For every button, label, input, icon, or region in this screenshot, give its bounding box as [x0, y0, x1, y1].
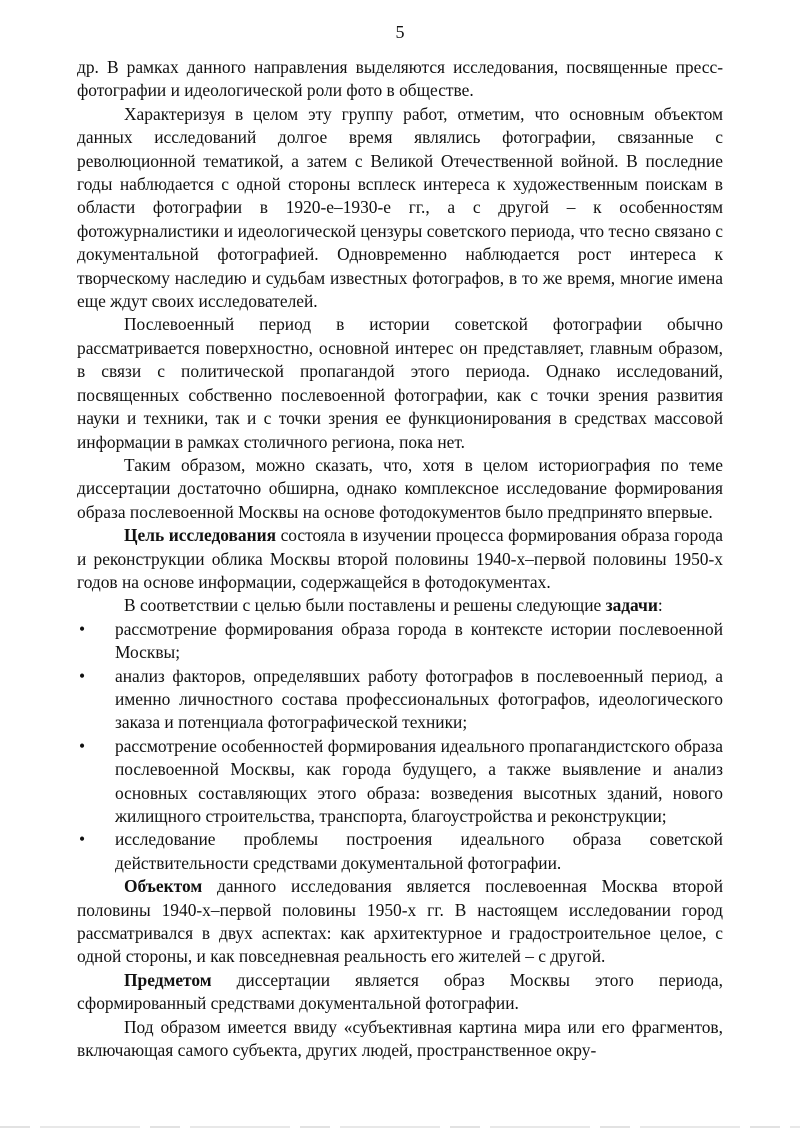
research-subject-heading: Предметом [124, 969, 212, 990]
research-subject-text: диссертации является образ Москвы этого периода, сформированный средствами документальной фотографии. [77, 969, 723, 1014]
bullet-icon: • [79, 735, 86, 756]
bullet-icon: • [79, 665, 86, 686]
research-object-text: данного исследования является послевоенная Москва второй половины 1940-х–первой половины 1950-х гг. В настоящем исследовании город рассматривался в двух аспектах: как архитектурное и градостроительное целое, с одной стороны, и как повседневная реальность его жителей – с другой. [77, 876, 723, 967]
list-item [77, 735, 723, 829]
page-number: 5 [395, 22, 405, 42]
task-text: рассмотрение формирования образа города в контексте истории послевоенной Москвы; [115, 618, 723, 663]
paragraph-research-goal [77, 524, 723, 594]
list-item [77, 665, 723, 735]
paragraph-postwar-period: Послевоенный период в истории советской фотографии обычно рассматривается поверхностно, основной интерес он представляет, главным образом, в связи с политической пропагандой этого периода. Однако исследований, посвященных собственно послевоенной фотографии, как с точки зрения развития науки и техники, так и с точки зрения ее функционирования в средствах массовой информации в рамках столичного региона, пока нет. [77, 314, 723, 452]
tasks-intro-colon: : [657, 595, 663, 616]
bullet-icon: • [79, 618, 86, 639]
tasks-heading: задачи [605, 595, 658, 616]
paragraph-image-definition: Под образом имеется ввиду «субъективная картина мира или его фрагментов, включающая самого субъекта, других людей, пространственное окру- [77, 1016, 723, 1061]
paragraph-research-object [77, 875, 723, 969]
paragraph-research-objects: Характеризуя в целом эту группу работ, отметим, что основным объектом данных исследований долгое время являлись фотографии, связанные с революционной тематикой, а затем с Великой Отечественной войной. В последние годы наблюдается с одной стороны всплеск интереса к художественным поискам в области фотографии в 1920-е–1930-е гг., а с другой – к особенностям фотожурналистики и идеологической цензуры советского периода, что тесно связано с документальной фотографией. Одновременно наблюдается рост интереса к творческому наследию и судьбам известных фотографов, в то же время, многие имена еще ждут своих исследователей. [77, 103, 723, 312]
task-text: рассмотрение особенностей формирования идеального пропагандистского образа послевоенной Москвы, как города будущего, а также выявление и анализ основных составляющих этого образа: возведения высотных зданий, нового жилищного строительства, транспорта, благоустройства и реконструкции; [115, 735, 723, 826]
paragraph-press-photo: др. В рамках данного направления выделяются исследования, посвященные пресс-фотографии и идеологической роли фото в обществе. [77, 57, 723, 101]
research-goal-heading: Цель исследования [124, 525, 277, 546]
document-page [77, 0, 723, 1062]
list-item [77, 618, 723, 665]
task-text: анализ факторов, определявших работу фотографов в послевоенный период, а именно личностного состава профессиональных фотографов, идеологического заказа и потенциала фотографической техники; [115, 665, 723, 733]
scan-edge-line [0, 1126, 800, 1128]
paragraph-tasks-intro [77, 594, 723, 617]
task-text: исследование проблемы построения идеального образа советской действительности средствами документальной фотографии. [115, 829, 723, 873]
paragraph-historiography: Таким образом, можно сказать, что, хотя в целом историография по теме диссертации достаточно обширна, однако комплексное исследование формирования образа послевоенной Москвы на основе фотодокументов было предпринято впервые. [77, 454, 723, 522]
tasks-list [77, 618, 723, 875]
research-object-heading: Объектом [124, 876, 203, 897]
tasks-intro-text: В соответствии с целью были поставлены и решены следующие [124, 595, 606, 616]
list-item [77, 828, 723, 875]
research-goal-text: состояла в изучении процесса формирования образа города и реконструкции облика Москвы второй половины 1940-х–первой половины 1950-х годов на основе информации, содержащейся в фотодокументах. [77, 525, 723, 592]
paragraph-research-subject [77, 969, 723, 1016]
bullet-icon: • [79, 829, 86, 850]
